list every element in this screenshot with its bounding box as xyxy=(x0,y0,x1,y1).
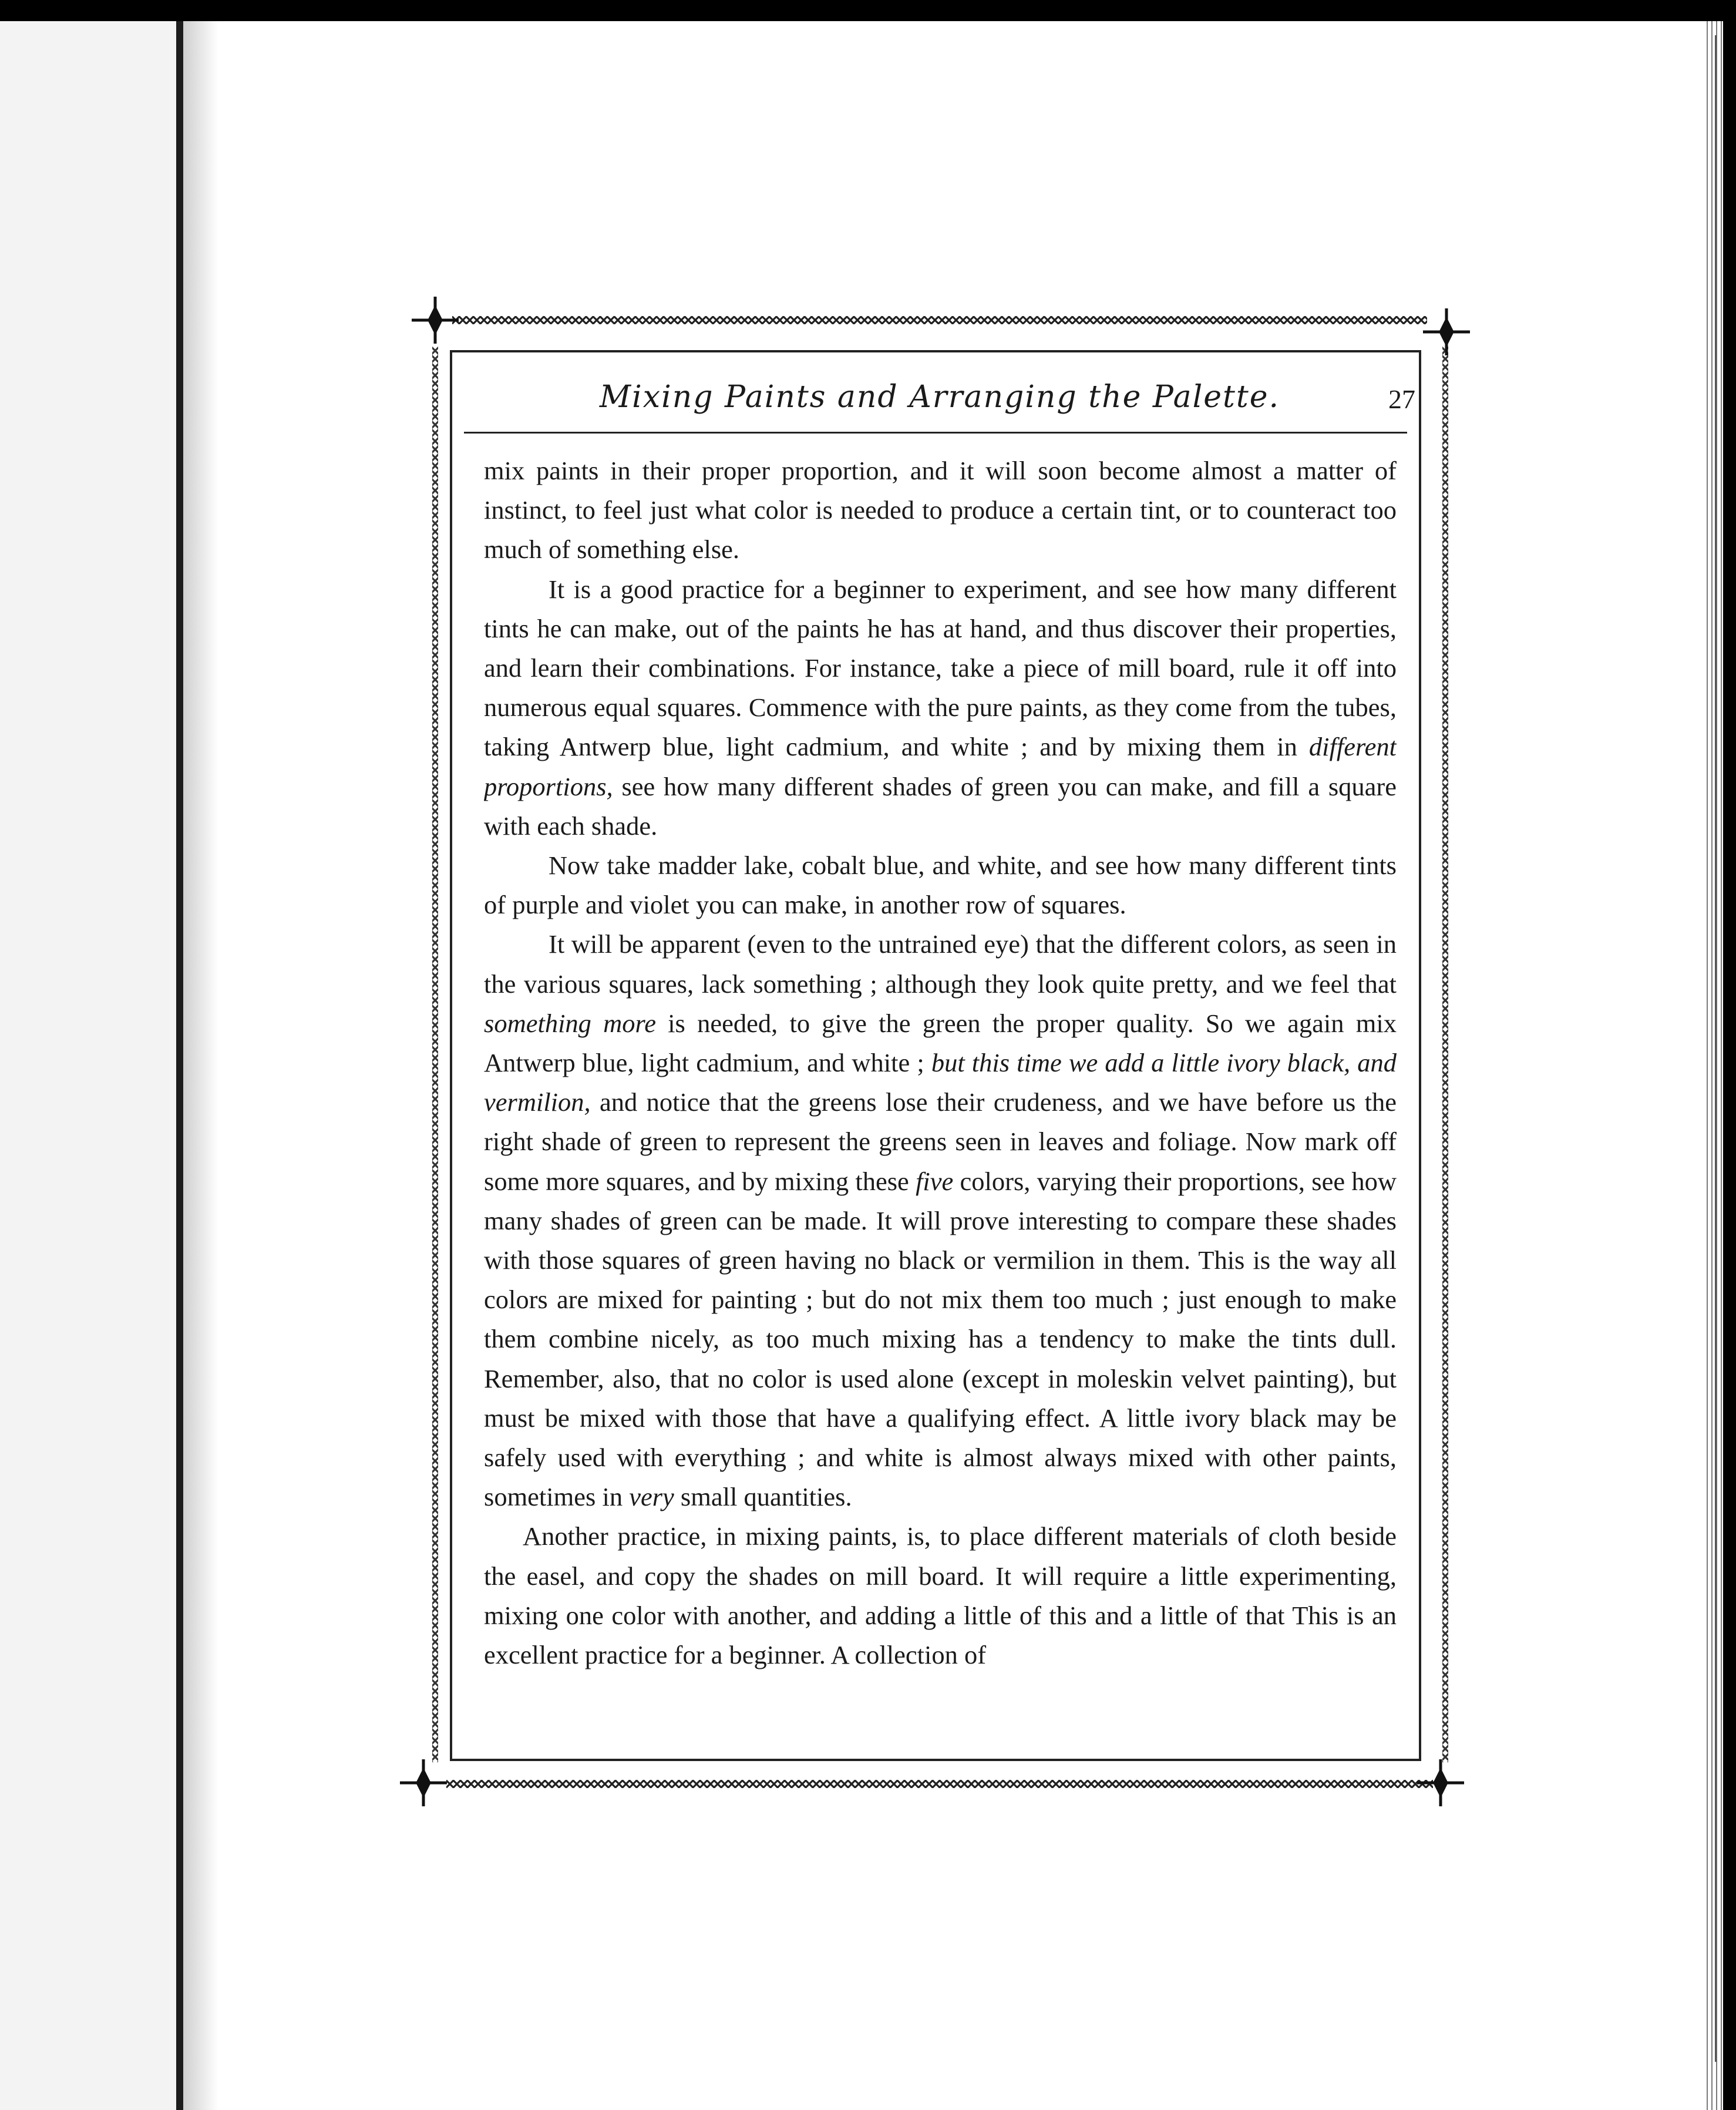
text-run: is needed, to give the green the proper quality. So we again mix Antwerp blue, light cadmium, and white ; xyxy=(484,1008,1397,1078)
italic-phrase: five xyxy=(916,1166,954,1196)
text-run: small quantities. xyxy=(674,1482,852,1512)
page-stack-edge xyxy=(1703,21,1723,2110)
paragraph xyxy=(484,846,1397,925)
page-number: 27 xyxy=(1388,384,1415,414)
corner-ornament-bottom-right-icon xyxy=(1414,1756,1467,1809)
right-zigzag-rule xyxy=(1442,347,1448,1762)
right-scan-edge xyxy=(1723,21,1736,2110)
page-edge-line xyxy=(1715,35,1717,2062)
italic-phrase: but this time we add a little ivory black, and vermilion, xyxy=(484,1048,1397,1117)
spine-shadow xyxy=(183,21,218,2110)
header-rule xyxy=(464,432,1407,434)
text-run: Another practice, in mixing paints, is, to place different materials of cloth beside the easel, and copy the shades on mill board. It will require a little experimenting, mixing one color with another, and adding a little of this and a little of that This is an excellent practice for a beginner. A collection of xyxy=(484,1521,1397,1670)
bottom-zigzag-rule xyxy=(446,1780,1433,1788)
left-zigzag-rule xyxy=(432,347,438,1762)
book-spine xyxy=(176,21,183,2110)
left-gutter xyxy=(0,21,176,2110)
corner-ornament-bottom-left-icon xyxy=(397,1756,450,1809)
text-run: It will be apparent (even to the untrained eye) that the different colors, as seen in the various squares, lack something ; although they look quite pretty, and we feel that xyxy=(484,929,1397,999)
text-run: and notice that the greens lose their crudeness, and we have before us the right shade of green to represent the greens seen in leaves and foliage. Now mark off some more squares, and by mixing these xyxy=(484,1087,1397,1196)
corner-ornament-top-left-icon xyxy=(409,294,462,347)
corner-ornament-top-right-icon xyxy=(1420,305,1473,358)
scan-top-band xyxy=(0,0,1736,21)
paragraph xyxy=(484,451,1397,570)
top-zigzag-rule xyxy=(452,316,1427,324)
text-run: colors, varying their proportions, see how many shades of green can be made. It will prove interesting to compare these shades with those squares of green having no black or vermilion in them. This is the way all colors are mixed for painting ; but do not mix them too much ; just enough to make them combine nicely, as too much mixing has a tendency to make the tints dull. Remember, also, that no color is used alone (except in moleskin velvet painting), but must be mixed with those that have a qualifying effect. A little ivory black may be safely used with everything ; and white is almost always mixed with other paints, sometimes in xyxy=(484,1166,1397,1512)
text-run: It is a good practice for a beginner to experiment, and see how many different tints he can make, out of the paints he has at hand, and thus discover their properties, and learn their combinations. For instance, take a piece of mill board, rule it off into numerous equal squares. Commence with the pure paints, as they come from the tubes, taking Antwerp blue, light cadmium, and white ; and by mixing them in xyxy=(484,574,1397,762)
running-head: Mixing Paints and Arranging the Palette. xyxy=(599,379,1280,415)
paragraph xyxy=(484,570,1397,846)
italic-phrase: something more xyxy=(484,1008,656,1038)
italic-phrase: very xyxy=(629,1482,674,1512)
paragraph xyxy=(484,1517,1397,1675)
italic-phrase: different proportions, xyxy=(484,732,1397,801)
text-run: see how many different shades of green you can make, and fill a square with each shade. xyxy=(484,771,1397,841)
text-run: mix paints in their proper proportion, and it will soon become almost a matter of instinct, to feel just what color is needed to produce a certain tint, or to counteract too much of something else. xyxy=(484,456,1397,565)
text-run: Now take madder lake, cobalt blue, and white, and see how many different tints of purple and violet you can make, in another row of squares. xyxy=(484,851,1397,920)
body-text xyxy=(484,451,1397,1738)
paragraph xyxy=(484,925,1397,1517)
